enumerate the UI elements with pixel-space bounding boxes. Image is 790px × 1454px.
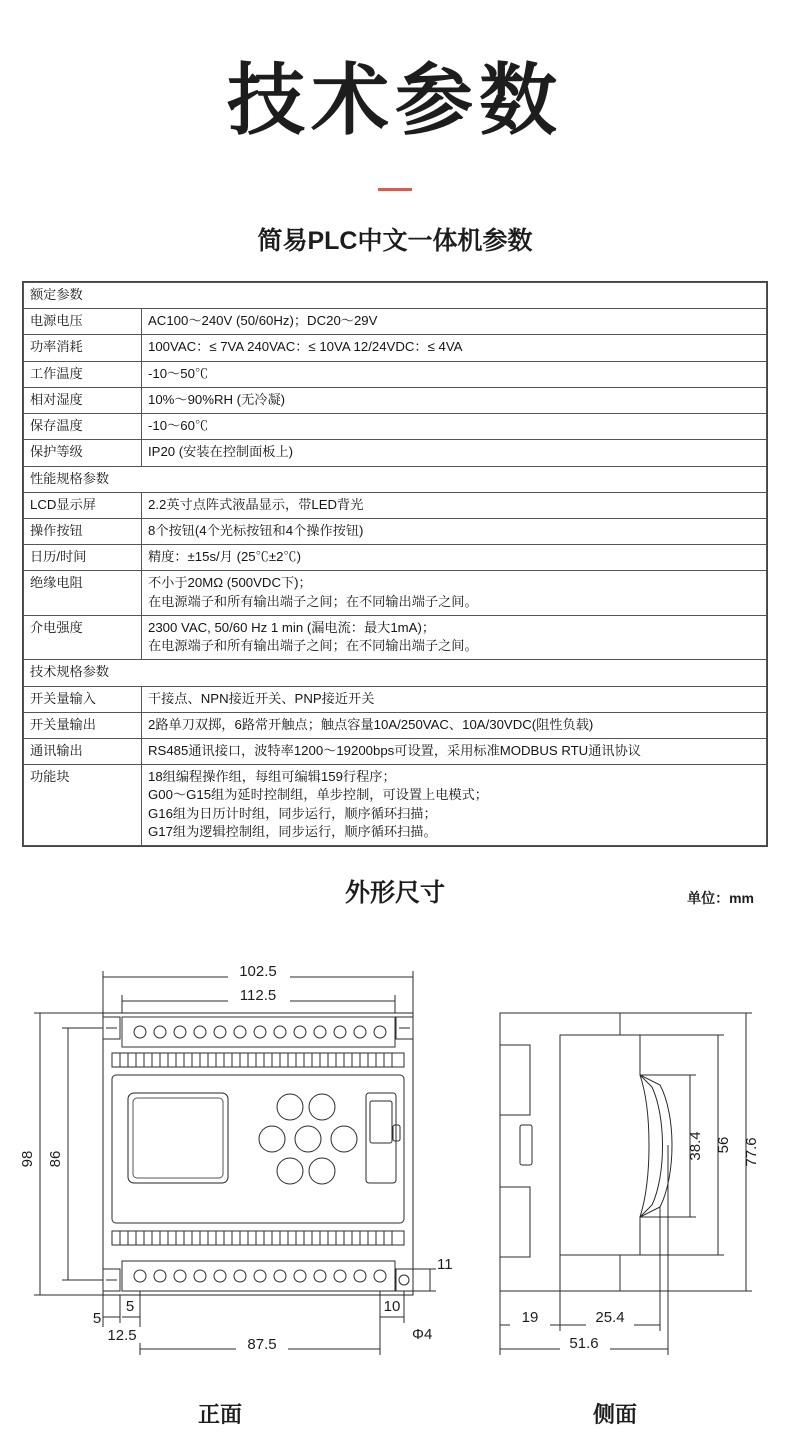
title-divider xyxy=(378,188,412,191)
row-value: AC100～240V (50/60Hz)；DC20～29V xyxy=(142,309,767,335)
dim-side-bottom-total: 51.6 xyxy=(569,1335,599,1352)
section-subtitle: 简易PLC中文一体机参数 xyxy=(257,227,533,255)
dim-front-left-outer: 98 xyxy=(19,1150,36,1168)
row-key: 通讯输出 xyxy=(24,738,142,764)
table-row xyxy=(24,518,767,544)
row-value: 2.2英寸点阵式液晶显示，带LED背光 xyxy=(142,492,767,518)
table-row xyxy=(24,615,767,659)
spec-table-body xyxy=(24,283,767,846)
spec-table-wrapper xyxy=(22,281,768,847)
table-section-header xyxy=(24,466,767,492)
dim-side-bottom-left: 19 xyxy=(521,1309,539,1326)
row-key: 功率消耗 xyxy=(24,335,142,361)
row-key: 介电强度 xyxy=(24,615,142,659)
row-key: 操作按钮 xyxy=(24,518,142,544)
row-value-line: G00～G15组为延时控制组，单步控制，可设置上电模式； xyxy=(148,787,488,803)
row-value: -10～50℃ xyxy=(142,361,767,387)
row-value: RS485通讯接口，波特率1200～19200bps可设置，采用标准MODBUS RTU通讯协议 xyxy=(142,738,767,764)
table-row xyxy=(24,686,767,712)
dim-side-right-inner: 56 xyxy=(715,1136,732,1154)
row-value-line: 不小于20MΩ (500VDC下)； xyxy=(148,575,312,591)
row-value xyxy=(142,765,767,846)
table-row xyxy=(24,309,767,335)
row-value xyxy=(142,615,767,659)
table-row xyxy=(24,738,767,764)
table-row xyxy=(24,492,767,518)
table-row xyxy=(24,335,767,361)
row-key: 相对湿度 xyxy=(24,387,142,413)
dim-front-top-inner: 112.5 xyxy=(239,987,277,1004)
row-value: -10～60℃ xyxy=(142,414,767,440)
row-value: 2路单刀双掷，6路常开触点；触点容量10A/250VAC、10A/30VDC(阻性负载) xyxy=(142,712,767,738)
row-key: 日历/时间 xyxy=(24,545,142,571)
row-key: 保护等级 xyxy=(24,440,142,466)
row-value: 干接点、NPN接近开关、PNP接近开关 xyxy=(142,686,767,712)
row-value-line: 18组编程操作组，每组可编辑159行程序； xyxy=(148,769,396,785)
table-row xyxy=(24,712,767,738)
table-section-header xyxy=(24,283,767,309)
table-row xyxy=(24,361,767,387)
row-key: 保存温度 xyxy=(24,414,142,440)
row-value: 8个按钮(4个光标按钮和4个操作按钮) xyxy=(142,518,767,544)
table-row xyxy=(24,440,767,466)
dim-side-right-outer: 77.6 xyxy=(743,1137,760,1167)
table-row xyxy=(24,571,767,615)
section-label: 额定参数 xyxy=(24,283,767,309)
table-row xyxy=(24,387,767,413)
dim-front-hole-dia: Φ4 xyxy=(412,1326,433,1343)
row-key: 开关量输出 xyxy=(24,712,142,738)
dim-front-left-inner: 86 xyxy=(47,1150,64,1168)
dim-front-left-margin-2: 5 xyxy=(125,1298,135,1315)
row-key: 开关量输入 xyxy=(24,686,142,712)
row-key: 工作温度 xyxy=(24,361,142,387)
row-value: 精度：±15s/月 (25℃±2℃) xyxy=(142,545,767,571)
dim-front-bottom-width: 87.5 xyxy=(247,1336,277,1353)
dim-front-left-margin-3: 12.5 xyxy=(107,1327,137,1344)
unit-label: 单位：mm xyxy=(687,890,754,906)
row-value xyxy=(142,571,767,615)
table-row xyxy=(24,765,767,846)
dim-front-left-margin-1: 5 xyxy=(92,1310,102,1327)
row-value-line: G17组为逻辑控制组，同步运行，顺序循环扫描。 xyxy=(148,823,437,839)
row-key: 绝缘电阻 xyxy=(24,571,142,615)
row-key: 电源电压 xyxy=(24,309,142,335)
row-value-line: 2300 VAC, 50/60 Hz 1 min (漏电流：最大1mA)； xyxy=(148,619,436,635)
drawing-captions xyxy=(0,1398,790,1429)
row-value: 10%～90%RH (无冷凝) xyxy=(142,387,767,413)
table-row xyxy=(24,545,767,571)
section-label: 技术规格参数 xyxy=(24,660,767,686)
row-key: LCD显示屏 xyxy=(24,492,142,518)
row-value: 100VAC：≤ 7VA 240VAC：≤ 10VA 12/24VDC：≤ 4VA xyxy=(142,335,767,361)
dim-side-inner-small: 38.4 xyxy=(687,1131,704,1161)
dimension-drawing xyxy=(0,925,790,1395)
dimensions-title: 外形尺寸 xyxy=(344,879,445,908)
table-row xyxy=(24,414,767,440)
dim-front-top-outer: 102.5 xyxy=(239,963,277,980)
caption-side-view: 侧面 xyxy=(592,1402,637,1427)
dim-front-right-margin: 10 xyxy=(383,1298,401,1315)
section-label: 性能规格参数 xyxy=(24,466,767,492)
table-section-header xyxy=(24,660,767,686)
dim-side-bottom-mid: 25.4 xyxy=(595,1309,625,1326)
dim-front-hole-height: 11 xyxy=(437,1256,453,1273)
spec-table xyxy=(23,282,767,846)
page-title: 技术参数 xyxy=(226,56,563,146)
row-value: IP20 (安装在控制面板上) xyxy=(142,440,767,466)
caption-front-view: 正面 xyxy=(197,1402,242,1427)
row-value-line: 在电源端子和所有输出端子之间；在不同输出端子之间。 xyxy=(148,638,478,654)
row-key: 功能块 xyxy=(24,765,142,846)
row-value-line: 在电源端子和所有输出端子之间；在不同输出端子之间。 xyxy=(148,593,478,609)
row-value-line: G16组为日历计时组，同步运行，顺序循环扫描； xyxy=(148,805,437,821)
